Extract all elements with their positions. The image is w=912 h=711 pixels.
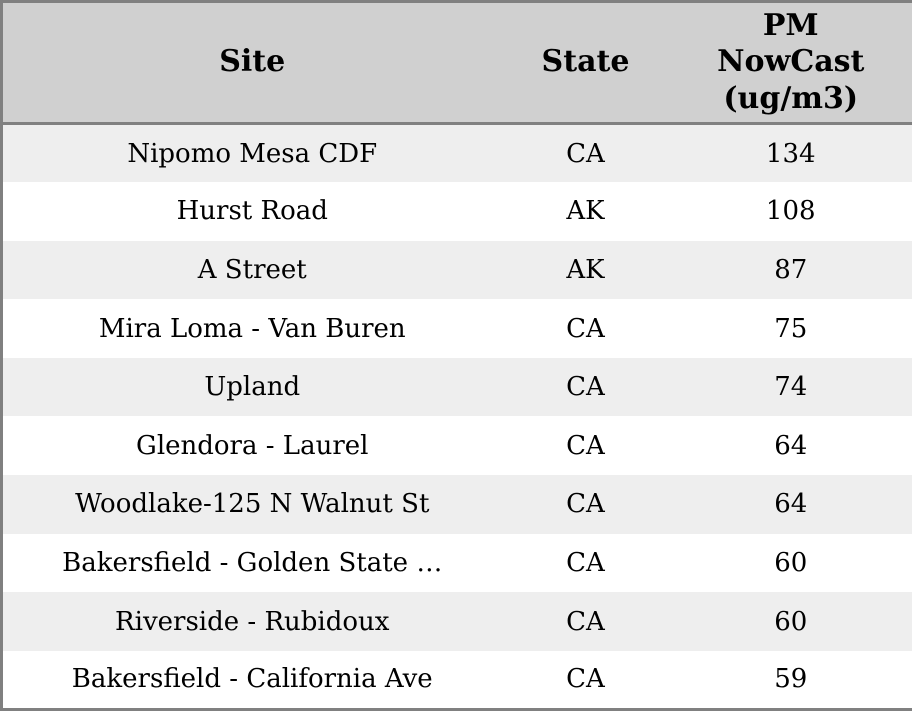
table-body [2,124,912,710]
state-cell: CA [502,534,670,593]
site-cell: Upland [2,358,502,417]
column-header-site [2,2,502,124]
pm-nowcast-cell: 64 [670,416,912,475]
table-row [2,416,912,475]
table-header [2,2,912,124]
state-cell: CA [502,475,670,534]
table-row [2,299,912,358]
table-row [2,534,912,593]
site-cell: Bakersfield - California Ave [2,651,502,710]
table-row [2,475,912,534]
pm-nowcast-cell: 134 [670,124,912,183]
site-cell: Nipomo Mesa CDF [2,124,502,183]
site-cell: Glendora - Laurel [2,416,502,475]
column-header-site-label: Site [219,44,286,80]
pm-nowcast-cell: 60 [670,534,912,593]
table-row [2,182,912,241]
state-cell: AK [502,182,670,241]
site-cell: Bakersfield - Golden State … [2,534,502,593]
state-cell: AK [502,241,670,300]
table-row [2,241,912,300]
column-header-pm-nowcast [670,2,912,124]
column-header-pm-nowcast-label: PM NowCast (ug/m3) [717,7,865,116]
pm-nowcast-cell: 59 [670,651,912,710]
state-cell: CA [502,592,670,651]
column-header-state-label: State [541,44,630,80]
pm-nowcast-cell: 75 [670,299,912,358]
site-cell: Hurst Road [2,182,502,241]
column-header-state [502,2,670,124]
site-cell: Mira Loma - Van Buren [2,299,502,358]
site-cell: Woodlake-125 N Walnut St [2,475,502,534]
state-cell: CA [502,651,670,710]
pm-nowcast-cell: 108 [670,182,912,241]
pm-nowcast-cell: 74 [670,358,912,417]
table-header-row [2,2,912,124]
pm-nowcast-cell: 64 [670,475,912,534]
table-row [2,592,912,651]
pm-nowcast-cell: 60 [670,592,912,651]
site-cell: Riverside - Rubidoux [2,592,502,651]
state-cell: CA [502,124,670,183]
pm-nowcast-cell: 87 [670,241,912,300]
state-cell: CA [502,416,670,475]
table-row [2,358,912,417]
state-cell: CA [502,358,670,417]
table-row [2,651,912,710]
state-cell: CA [502,299,670,358]
table-row [2,124,912,183]
site-cell: A Street [2,241,502,300]
